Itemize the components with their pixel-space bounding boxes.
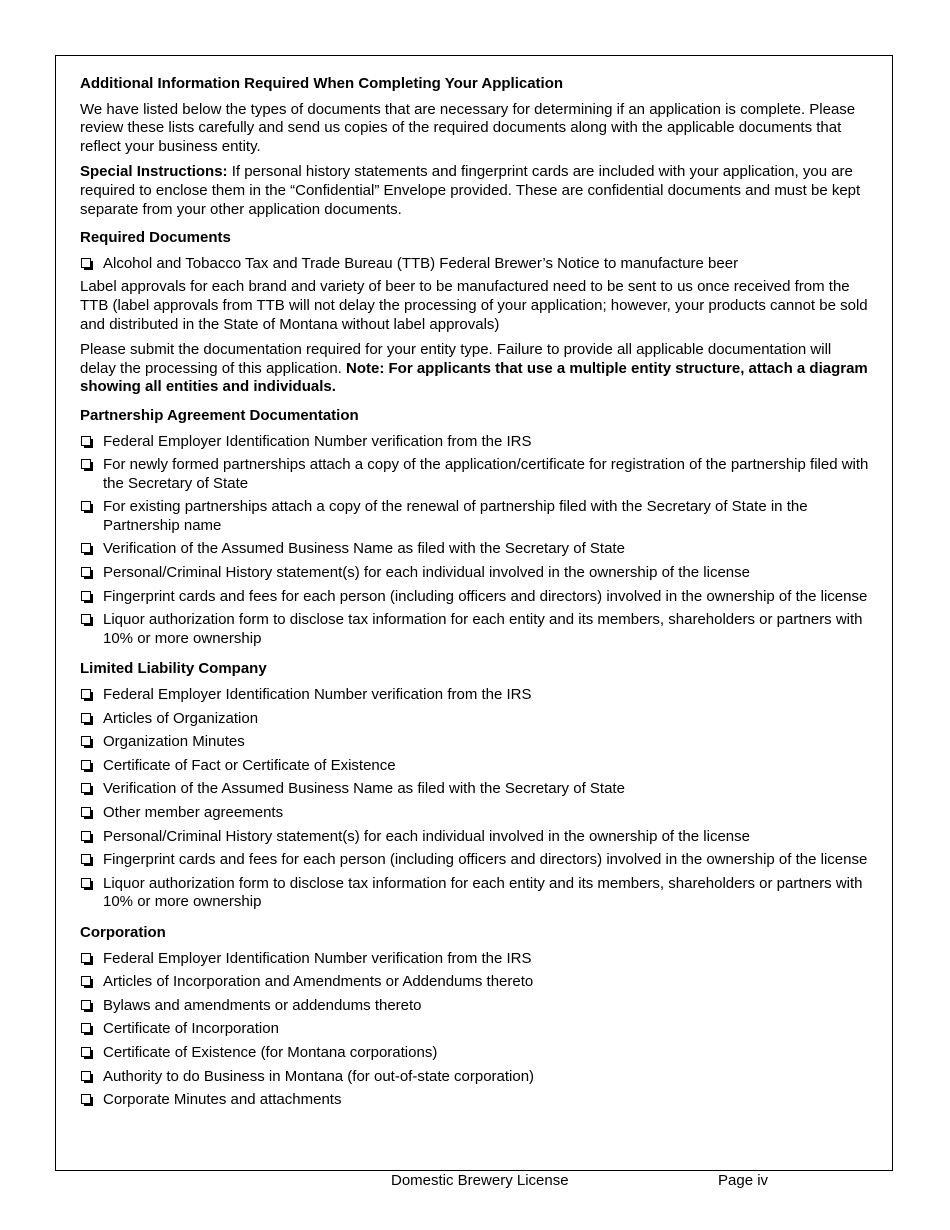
checklist-item (80, 1044, 870, 1063)
corporation-checklist (80, 950, 870, 1110)
checklist-item (80, 997, 870, 1016)
checklist-item (80, 804, 870, 823)
label-approvals-paragraph: Label approvals for each brand and variety of beer to be manufactured need to be sent to us once received from the TTB (label approvals from TTB will not delay the processing of your application; however, your products cannot be sold and distributed in the State of Montana without label approvals) (80, 278, 868, 333)
checklist-item-text: Liquor authorization form to disclose tax information for each entity and its members, shareholders or partners with 10% or more ownership (103, 611, 863, 647)
checklist-item-text: Verification of the Assumed Business Name as filed with the Secretary of State (103, 540, 625, 558)
checkbox-icon[interactable] (81, 1023, 91, 1033)
checkbox-icon[interactable] (81, 736, 91, 746)
multiple-entity-note: Note: For applicants that use a multiple entity structure, attach a diagram showing all entities and individuals. (80, 359, 868, 396)
checkbox-icon[interactable] (81, 783, 91, 793)
checkbox-icon[interactable] (81, 436, 91, 446)
checklist-item (80, 950, 870, 969)
checklist-item-text: Liquor authorization form to disclose tax information for each entity and its members, shareholders or partners with 10% or more ownership (103, 874, 863, 911)
checklist-item (80, 1020, 870, 1039)
checklist-item (80, 686, 870, 705)
checkbox-icon[interactable] (81, 591, 91, 601)
checklist-item (80, 973, 870, 992)
checklist-item (80, 1091, 870, 1110)
checklist-item-text: Articles of Incorporation and Amendments or Addendums thereto (103, 973, 534, 991)
checklist-item (80, 733, 870, 752)
checklist-item-text: Federal Employer Identification Number verification from the IRS (103, 686, 532, 704)
checklist-item (80, 498, 870, 535)
special-instructions-label: Special Instructions: (80, 163, 228, 181)
checklist-item-text: Personal/Criminal History statement(s) for each individual involved in the ownership of the license (103, 564, 750, 582)
section-heading-additional-info: Additional Information Required When Completing Your Application (80, 75, 564, 92)
checkbox-icon[interactable] (81, 543, 91, 553)
checklist-item (80, 611, 870, 648)
checklist-item (80, 851, 870, 870)
checkbox-icon[interactable] (81, 878, 91, 888)
required-documents-heading: Required Documents (80, 229, 231, 247)
checklist-item-text: Federal Employer Identification Number verification from the IRS (103, 949, 532, 967)
required-documents-list (80, 255, 870, 274)
intro-paragraph: We have listed below the types of documents that are necessary for determining if an application is complete. Please review these lists carefully and send us copies of the required documents along with the applicable documents that reflect your business entity. (80, 100, 856, 155)
checklist-item-text: Verification of the Assumed Business Name as filed with the Secretary of State (103, 780, 625, 798)
special-instructions-text: If personal history statements and fingerprint cards are included with your application, you are required to enclose them in the “Confidential” Envelope provided. These are confidential documents and must be kept separate from your other application documents. (80, 163, 861, 218)
checklist-item-text: Fingerprint cards and fees for each person (including officers and directors) involved in the ownership of the license (103, 851, 868, 869)
checkbox-icon[interactable] (81, 831, 91, 841)
checkbox-icon[interactable] (81, 501, 91, 511)
llc-heading: Limited Liability Company (80, 660, 267, 678)
checklist-item (80, 588, 870, 607)
checklist-item-text: Articles of Organization (103, 709, 259, 727)
partnership-heading: Partnership Agreement Documentation (80, 406, 359, 424)
checkbox-icon[interactable] (81, 689, 91, 699)
submit-text: Please submit the documentation required for your entity type. Failure to provide all applicable documentation will delay the processing of this application. (80, 341, 832, 377)
checklist-item (80, 564, 870, 583)
footer-page-number: Page iv (718, 1172, 769, 1189)
checkbox-icon[interactable] (81, 953, 91, 963)
checklist-item-text: Corporate Minutes and attachments (103, 1091, 342, 1109)
checklist-item-text: For newly formed partnerships attach a copy of the application/certificate for registration of the partnership filed with the Secretary of State (103, 456, 869, 492)
document-body (80, 75, 870, 1115)
checkbox-icon[interactable] (81, 760, 91, 770)
checklist-item (80, 780, 870, 799)
checklist-item-text: Federal Employer Identification Number verification from the IRS (103, 432, 532, 450)
submit-documentation-paragraph (80, 341, 870, 397)
special-instructions-paragraph (80, 163, 870, 219)
checklist-item (80, 540, 870, 559)
checklist-item (80, 875, 870, 912)
checklist-item (80, 710, 870, 729)
checklist-item-text: Certificate of Fact or Certificate of Existence (103, 756, 396, 774)
checkbox-icon[interactable] (81, 459, 91, 469)
checkbox-icon[interactable] (81, 567, 91, 577)
checkbox-icon[interactable] (81, 614, 91, 624)
checklist-item (80, 1068, 870, 1087)
checkbox-icon[interactable] (81, 1047, 91, 1057)
checkbox-icon[interactable] (81, 976, 91, 986)
corporation-heading: Corporation (80, 923, 166, 941)
partnership-checklist (80, 433, 870, 649)
llc-checklist (80, 686, 870, 912)
checklist-item-text: Personal/Criminal History statement(s) for each individual involved in the ownership of the license (103, 827, 750, 845)
checkbox-icon[interactable] (81, 1071, 91, 1081)
checkbox-icon[interactable] (81, 713, 91, 723)
checklist-item-text: Certificate of Incorporation (103, 1020, 279, 1038)
checklist-item-text: Certificate of Existence (for Montana corporations) (103, 1043, 438, 1061)
checklist-item (80, 757, 870, 776)
checkbox-icon[interactable] (81, 854, 91, 864)
checklist-item (80, 828, 870, 847)
checklist-item (80, 433, 870, 452)
checkbox-icon[interactable] (81, 258, 91, 268)
checklist-item-text: Bylaws and amendments or addendums thereto (103, 996, 422, 1014)
checklist-item-text: Fingerprint cards and fees for each person (including officers and directors) involved in the ownership of the license (103, 587, 868, 605)
checkbox-icon[interactable] (81, 1000, 91, 1010)
checklist-item-text: Organization Minutes (103, 733, 245, 751)
checklist-item-text: Other member agreements (103, 804, 284, 821)
checklist-item (80, 255, 870, 274)
checkbox-icon[interactable] (81, 1094, 91, 1104)
checklist-item-text: Authority to do Business in Montana (for out-of-state corporation) (103, 1067, 535, 1085)
checklist-item-text: Alcohol and Tobacco Tax and Trade Bureau (TTB) Federal Brewer’s Notice to manufacture beer (103, 254, 739, 272)
checklist-item-text: For existing partnerships attach a copy of the renewal of partnership filed with the Secretary of State in the Partnership name (103, 498, 808, 534)
checklist-item (80, 456, 870, 493)
checkbox-icon[interactable] (81, 807, 91, 817)
footer-document-title: Domestic Brewery License (391, 1172, 569, 1189)
